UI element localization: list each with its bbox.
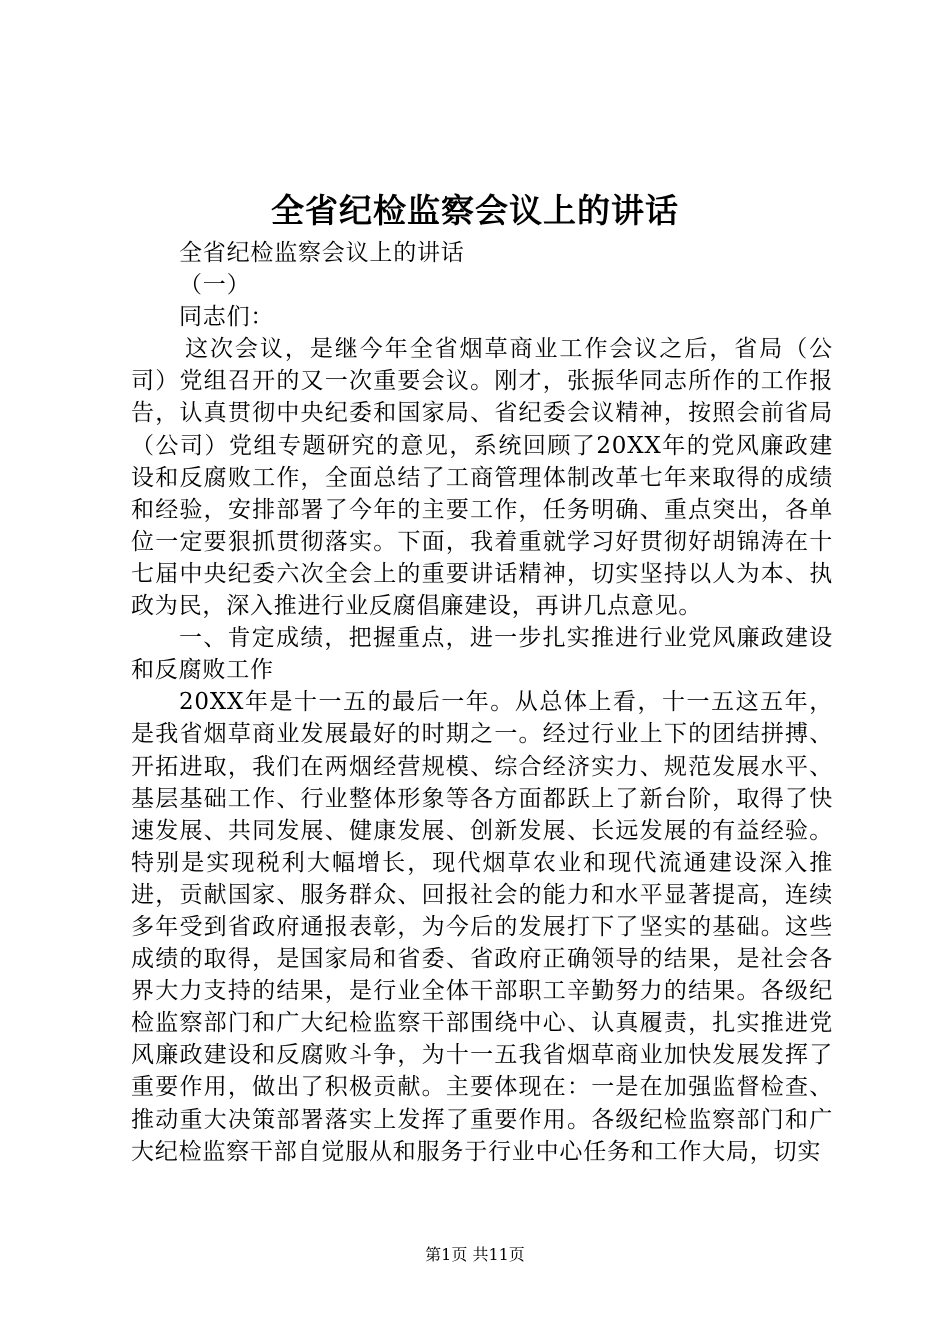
section-heading-paragraph: 一、肯定成绩，把握重点，进一步扎实推进行业党风廉政建设和反腐败工作 bbox=[131, 625, 833, 684]
document-title: 全省纪检监察会议上的讲话 bbox=[271, 191, 679, 230]
body-paragraph: 这次会议，是继今年全省烟草商业工作会议之后，省局（公司）党组召开的又一次重要会议。刚才，张振华同志所作的工作报告，认真贯彻中央纪委和国家局、省纪委会议精神，按照会前省局（公司）党组专题研究的意见，系统回顾了20XX年的党风廉政建设和反腐败工作，全面总结了工商管理体制改革七年来取得的成绩和经验，安排部署了今年的主要工作，任务明确、重点突出，各单位一定要狠抓贯彻落实。下面，我着重就学习好贯彻好胡锦涛在十七届中央纪委六次全会上的重要讲话精神，切实坚持以人为本、执政为民，深入推进行业反腐倡廉建设，再讲几点意见。 bbox=[131, 336, 833, 620]
page-footer: 第1页 共11页 bbox=[425, 1245, 525, 1264]
salutation-paragraph: 同志们： bbox=[179, 304, 275, 331]
subtitle-paragraph: 全省纪检监察会议上的讲话 bbox=[179, 240, 465, 266]
body-paragraph: 20XX年是十一五的最后一年。从总体上看，十一五这五年，是我省烟草商业发展最好的时期之一。经过行业上下的团结拼搏、开拓进取，我们在两烟经营规模、综合经济实力、规范发展水平、基层基础工作、行业整体形象等各方面都跃上了新台阶，取得了快速发展、共同发展、健康发展、创新发展、长远发展的有益经验。特别是实现税利大幅增长，现代烟草农业和现代流通建设深入推进，贡献国家、服务群众、回报社会的能力和水平显著提高，连续多年受到省政府通报表彰，为今后的发展打下了坚实的基础。这些成绩的取得，是国家局和省委、省政府正确领导的结果，是社会各界大力支持的结果，是行业全体干部职工辛勤努力的结果。各级纪检监察部门和广大纪检监察干部围绕中心、认真履责，扎实推进党风廉政建设和反腐败斗争，为十一五我省烟草商业加快发展发挥了重要作用，做出了积极贡献。主要体现在：一是在加强监督检查、推动重大决策部署落实上发挥了重要作用。各级纪检监察部门和广大纪检监察干部自觉服从和服务于行业中心任务和工作大局，切实 bbox=[131, 689, 833, 1165]
section-number-paragraph: （一） bbox=[179, 272, 251, 299]
document-body bbox=[131, 237, 833, 1168]
